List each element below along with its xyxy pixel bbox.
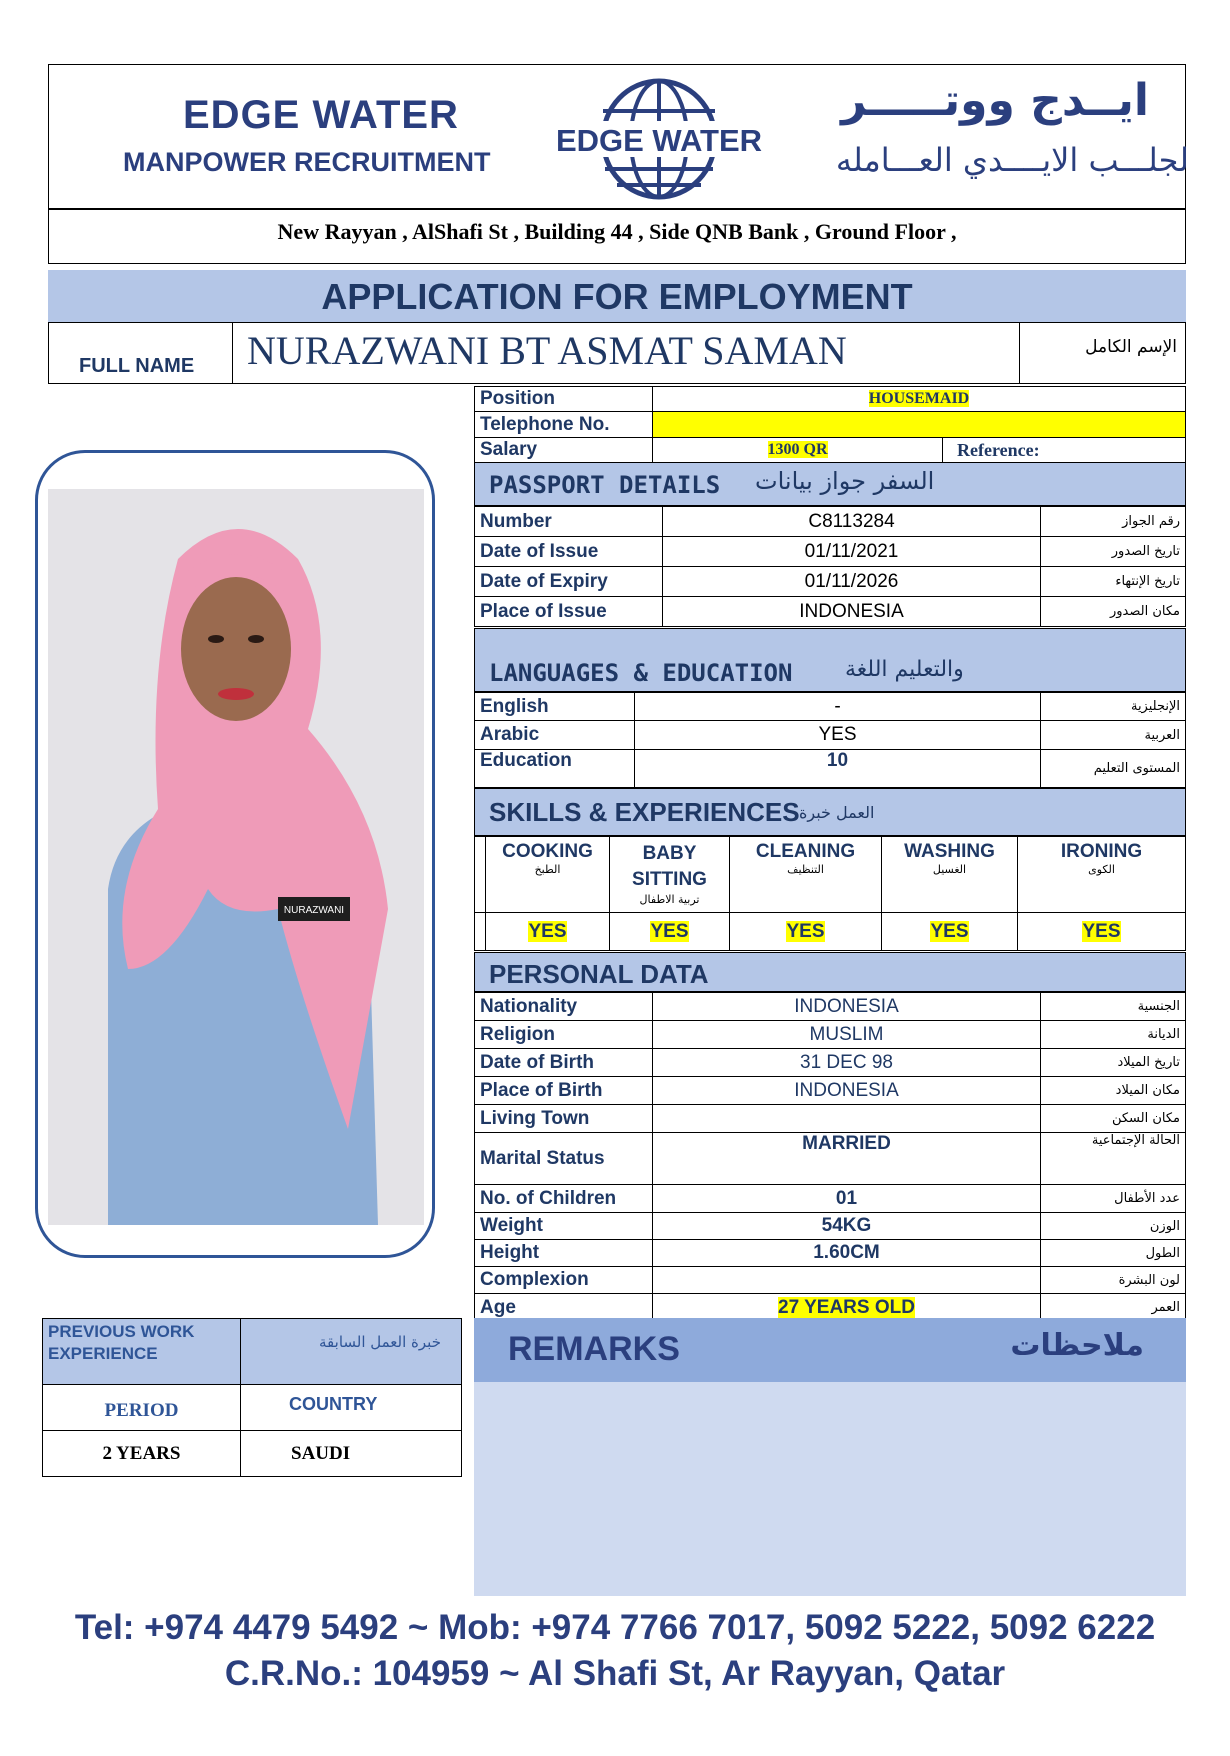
position-value: HOUSEMAID [868,390,970,407]
issue-date-label-ar: تاريخ الصدور [1041,537,1186,567]
living-town-value [653,1105,1041,1133]
passport-number-label: Number [475,507,663,537]
education-value: 10 [635,750,1041,788]
table-row [475,1185,1186,1213]
pob-value: INDONESIA [653,1077,1041,1105]
applicant-photo [48,489,424,1225]
living-town-label-ar: مكان السكن [1041,1105,1186,1133]
expiry-date-label: Date of Expiry [475,567,663,597]
skill-name-ar: الغسيل [932,863,967,876]
skill-name-ar: التنظيف [787,863,824,876]
salary-value: 1300 QR [767,441,828,458]
english-label-ar: الإنجليزية [1041,693,1186,721]
company-subtitle-ar: لجلـــب الايــــدي العـــامله [835,141,1189,179]
name-badge: NURAZWANI [283,905,345,916]
personal-table [474,992,1186,1322]
skill-value: YES [1082,920,1121,942]
letterhead [48,64,1189,210]
previous-work-title-ar: خبرة العمل السابقة [241,1319,462,1385]
page-title: APPLICATION FOR EMPLOYMENT [48,270,1186,322]
age-label: Age [475,1294,653,1322]
place-of-issue-label: Place of Issue [475,597,663,627]
dob-label-ar: تاريخ الميلاد [1041,1049,1186,1077]
table-row [475,1021,1186,1049]
languages-title-ar: والتعليم اللغة [845,657,964,682]
skill-value: YES [528,920,567,942]
company-subtitle-en: MANPOWER RECRUITMENT [123,147,491,177]
table-row [475,1133,1186,1185]
height-value: 1.60CM [653,1240,1041,1267]
footer-contact: Tel: +974 4479 5492 ~ Mob: +974 7766 7017, 5092 5222, 5092 6222 [74,1608,1156,1647]
skill-baby-sitting [610,837,730,913]
table-row [475,1077,1186,1105]
remarks-title-ar: ملاحظات [1010,1328,1144,1363]
languages-section-header [474,628,1186,692]
salary-label: Salary [475,438,653,463]
remarks-title: REMARKS [508,1330,680,1368]
table-row [475,1267,1186,1294]
age-label-ar: العمر [1041,1294,1186,1322]
previous-work-table [42,1318,462,1477]
country-value: SAUDI [241,1431,462,1477]
issue-date-label: Date of Issue [475,537,663,567]
full-name-value: NURAZWANI BT ASMAT SAMAN [247,328,847,373]
english-label: English [475,693,635,721]
skills-title-ar: العمل خبرة [799,803,875,822]
skill-cleaning [730,837,882,913]
skill-cooking [486,837,610,913]
divider [1019,323,1020,383]
marital-status-label: Marital Status [475,1133,653,1185]
marital-status-value: MARRIED [653,1133,1041,1185]
skill-name: IRONING [1060,841,1143,862]
living-town-label: Living Town [475,1105,653,1133]
dob-value: 31 DEC 98 [653,1049,1041,1077]
reference-label: Reference: [943,438,1186,463]
remarks-header [474,1318,1186,1382]
footer-address: C.R.No.: 104959 ~ Al Shafi St, Ar Rayyan, Qatar [224,1654,1006,1693]
divider [232,323,233,383]
period-header: PERIOD [43,1385,241,1431]
logo-text: EDGE WATER [555,123,763,158]
arabic-label: Arabic [475,721,635,750]
table-row [475,721,1186,750]
pob-label: Place of Birth [475,1077,653,1105]
languages-title: LANGUAGES & EDUCATION [489,659,793,687]
table-row [475,567,1186,597]
nationality-label-ar: الجنسية [1041,993,1186,1021]
children-value: 01 [653,1185,1041,1213]
issue-date-value: 01/11/2021 [663,537,1041,567]
country-header: COUNTRY [241,1385,462,1431]
full-name-row [48,322,1186,384]
skill-name: COOKING [502,841,593,862]
skill-value: YES [650,920,689,942]
weight-label: Weight [475,1213,653,1240]
complexion-value [653,1267,1041,1294]
address-bar: New Rayyan , AlShafi St , Building 44 , Side QNB Bank , Ground Floor , [48,208,1186,264]
personal-section-header [474,952,1186,992]
dob-label: Date of Birth [475,1049,653,1077]
children-label: No. of Children [475,1185,653,1213]
full-name-label-ar: الإسم الكامل [1085,337,1177,357]
table-row [475,537,1186,567]
nationality-label: Nationality [475,993,653,1021]
children-label-ar: عدد الأطفال [1041,1185,1186,1213]
passport-table [474,506,1186,627]
skill-name: BABY SITTING [632,843,707,890]
table-row [475,597,1186,627]
languages-table [474,692,1186,788]
skills-table [474,836,1186,951]
passport-title-ar: السفر جواز بيانات [755,467,935,495]
skill-value: YES [786,920,825,942]
arabic-label-ar: العربية [1041,721,1186,750]
photo-frame [35,450,435,1258]
company-name-en: EDGE WATER [183,93,459,137]
passport-section-header [474,462,1186,506]
personal-title: PERSONAL DATA [489,959,709,989]
marital-status-label-ar: الحالة الإجتماعية [1041,1133,1186,1185]
full-name-label: FULL NAME [79,355,195,377]
height-label-ar: الطول [1041,1240,1186,1267]
table-row [475,693,1186,721]
skill-name: CLEANING [755,841,856,862]
religion-value: MUSLIM [653,1021,1041,1049]
table-row [475,1049,1186,1077]
age-value: 27 YEARS OLD [778,1296,915,1318]
skills-values-row [475,913,1186,951]
skill-value: YES [930,920,969,942]
table-row [475,1213,1186,1240]
position-label: Position [475,387,653,412]
religion-label-ar: الديانة [1041,1021,1186,1049]
table-row [475,507,1186,537]
skill-washing [882,837,1018,913]
skills-section-header [474,788,1186,836]
table-row [475,750,1186,788]
period-value: 2 YEARS [43,1431,241,1477]
place-of-issue-label-ar: مكان الصدور [1041,597,1186,627]
english-value: - [635,693,1041,721]
weight-value: 54KG [653,1213,1041,1240]
table-row [475,1105,1186,1133]
education-label-ar: المستوى التعليم [1041,750,1186,788]
skills-title: SKILLS & EXPERIENCES [489,797,800,827]
complexion-label: Complexion [475,1267,653,1294]
skill-name-ar: تربية الاطفال [639,893,700,906]
education-label: Education [475,750,635,788]
pob-label-ar: مكان الميلاد [1041,1077,1186,1105]
table-row [475,1240,1186,1267]
height-label: Height [475,1240,653,1267]
passport-number-value: C8113284 [663,507,1041,537]
skill-ironing [1018,837,1186,913]
skill-name-ar: الكوى [1088,863,1115,876]
skills-names-row [475,837,1186,913]
telephone-value [653,412,1186,438]
telephone-label: Telephone No. [475,412,653,438]
skill-name: WASHING [904,841,995,862]
complexion-label-ar: لون البشرة [1041,1267,1186,1294]
passport-number-label-ar: رقم الجواز [1041,507,1186,537]
job-info-table [474,386,1186,463]
expiry-date-value: 01/11/2026 [663,567,1041,597]
previous-work-title: PREVIOUS WORK EXPERIENCE [48,1322,195,1363]
religion-label: Religion [475,1021,653,1049]
company-name-ar: ايــدج ووتـــــر [841,75,1149,126]
nationality-value: INDONESIA [653,993,1041,1021]
skill-name-ar: الطبخ [534,863,561,876]
weight-label-ar: الوزن [1041,1213,1186,1240]
remarks-body [474,1382,1186,1596]
expiry-date-label-ar: تاريخ الإنتهاء [1041,567,1186,597]
passport-title: PASSPORT DETAILS [489,471,721,499]
arabic-value: YES [635,721,1041,750]
place-of-issue-value: INDONESIA [663,597,1041,627]
table-row [475,993,1186,1021]
